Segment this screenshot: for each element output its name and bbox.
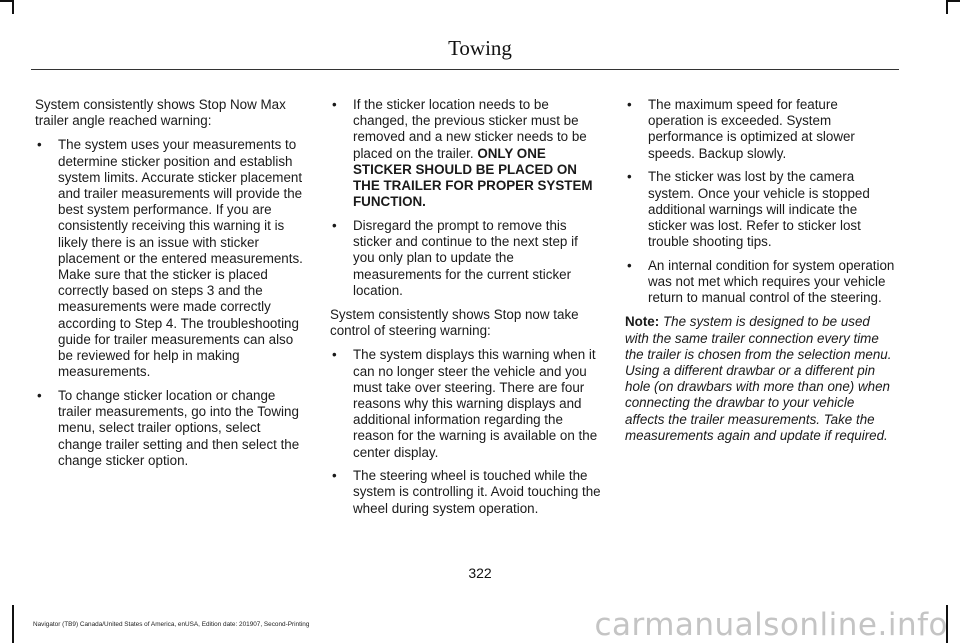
list-item — [35, 388, 307, 469]
bullet-icon: • — [37, 137, 42, 153]
bullet-icon: • — [332, 97, 337, 112]
list-item-text: To change sticker location or change trailer measurements, go into the Towing menu, select trailer options, select change trailer setting and then select the change sticker option. — [58, 387, 300, 468]
list-item — [330, 468, 602, 517]
column-3 — [625, 97, 897, 452]
list-item-text: The system uses your measurements to determine sticker position and establish system limits. Accurate sticker placement and trailer measurements will provide the best system performance. If you are consistently receiving this warning it is likely there is an issue with sticker placement or the entered measurements. Make sure that the sticker is placed correctly based on steps 3 and the measurements were made correctly according to Step 4. The troubleshooting guide for trailer measurements can also be reviewed for help in making measurements. — [58, 137, 303, 380]
list-item-emphasis: ONLY ONE STICKER SHOULD BE PLACED ON THE TRAILER FOR PROPER SYSTEM FUNCTION. — [353, 145, 593, 210]
crop-mark-top-right-horizontal — [946, 0, 960, 2]
note-text: The system is designed to be used with the same trailer connection every time the trailer is chosen from the selection menu. Using a different drawbar or a different pin hole (on drawbars with more than one) when connecting the drawbar to your vehicle affects the trailer measurements. Take the measurements again and update if required. — [625, 314, 892, 443]
bullet-list — [330, 97, 602, 299]
watermark: carmanualsonline.info — [594, 607, 948, 643]
page-number: 322 — [468, 565, 492, 581]
bullet-list — [330, 347, 602, 517]
list-item — [330, 97, 602, 210]
list-item — [35, 137, 307, 380]
bullet-icon: • — [332, 347, 337, 363]
list-item-text: The system displays this warning when it can no longer steer the vehicle and you must take over steering. There are four reasons why this warning displays and additional information regarding the reason for the warning is available on the center display. — [353, 347, 598, 460]
bullet-icon: • — [332, 468, 337, 484]
warning-intro: System consistently shows Stop now take control of steering warning: — [330, 306, 579, 339]
crop-mark-bottom-left-vertical — [12, 605, 14, 643]
list-item-text: Disregard the prompt to remove this sticker and continue to the next step if you only plan to update the measurements for the current sticker location. — [353, 217, 578, 298]
list-item — [625, 97, 897, 162]
list-item — [330, 347, 602, 460]
list-item — [625, 169, 897, 250]
page-title: Towing — [448, 36, 512, 60]
note-label: Note: — [625, 314, 660, 330]
footer-edition-info: Navigator (TB9) Canada/United States of America, enUSA, Edition date: 201907, Second-Printing — [33, 621, 310, 628]
bullet-list — [35, 137, 307, 469]
crop-mark-top-right-vertical — [946, 0, 948, 14]
crop-mark-top-left-vertical — [12, 0, 14, 14]
bullet-icon: • — [37, 387, 42, 403]
list-item — [330, 218, 602, 299]
list-item-text: An internal condition for system operation was not met which requires your vehicle return to manual control of the steering. — [648, 257, 895, 306]
column-1 — [35, 97, 307, 477]
warning-intro: System consistently shows Stop Now Max trailer angle reached warning: — [35, 97, 286, 129]
list-item-text: The steering wheel is touched while the system is controlling it. Avoid touching the wheel during system operation. — [353, 468, 601, 516]
bullet-list — [625, 97, 897, 306]
list-item — [625, 258, 897, 307]
bullet-icon: • — [332, 217, 337, 233]
list-item-text: If the sticker location needs to be changed, the previous sticker must be removed and a new sticker needs to be placed on the trailer. — [353, 97, 587, 161]
list-item-text: The sticker was lost by the camera system. Once your vehicle is stopped additional warnings will indicate the sticker was lost. Refer to sticker lost trouble shooting tips. — [648, 169, 870, 250]
bullet-icon: • — [627, 169, 632, 185]
column-2 — [330, 97, 602, 525]
list-item-text: The maximum speed for feature operation is exceeded. System performance is optimized at slower speeds. Backup slowly. — [648, 97, 855, 161]
bullet-icon: • — [627, 97, 632, 112]
bullet-icon: • — [627, 257, 632, 273]
note — [625, 314, 897, 444]
header-divider — [31, 69, 899, 70]
